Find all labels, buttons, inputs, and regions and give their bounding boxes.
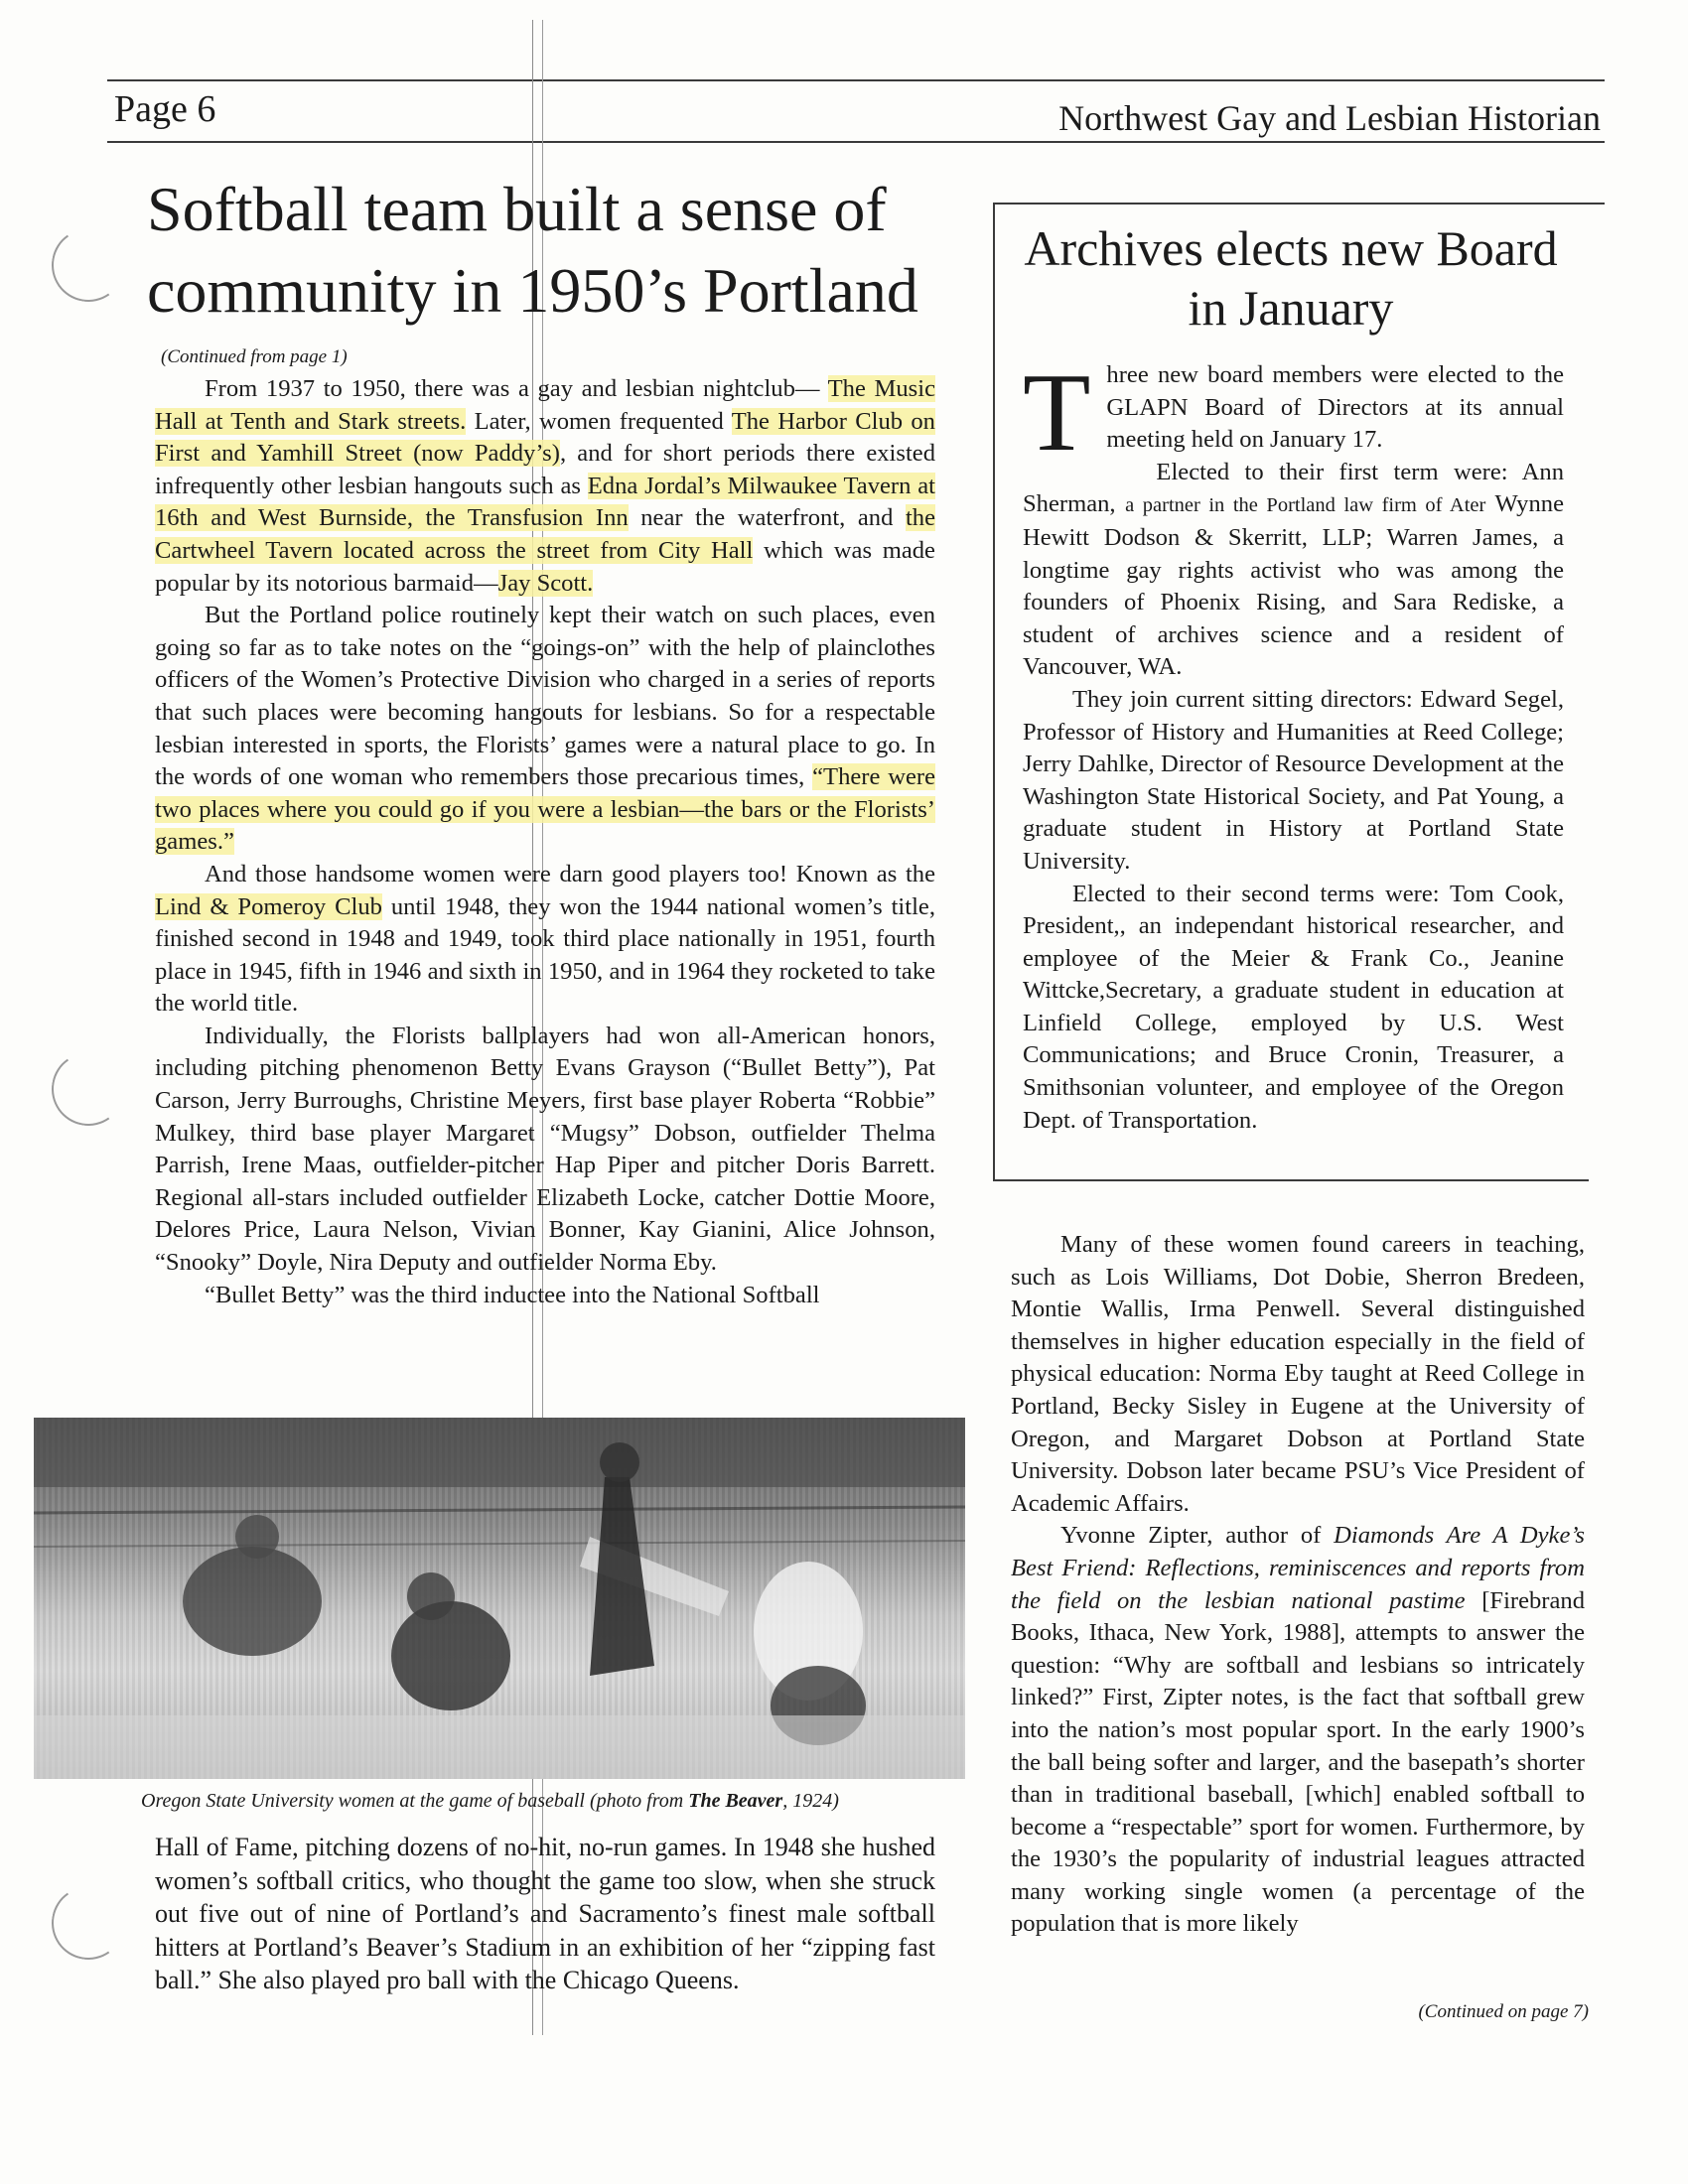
drop-cap: T (1023, 351, 1091, 475)
softball-paragraph-3: And those handsome women were darn good players too! Known as the Lind & Pomeroy Club until 1948, they won the 1944 national women’s title, finished second in 1948 and 1949, took third place nationally in 1951, fourth place in 1945, fifth in 1946 and sixth in 1950, and in 1964 they rocketed to take the world title. (155, 860, 935, 1018)
binder-hole-middle (46, 1046, 131, 1132)
softball-paragraph-4: Individually, the Florists ballplayers had won all-American honors, including pitching phenomenon Betty Evans Grayson (“Bullet Betty”), Pat Carson, Jerry Burroughs, Christine Meyers, first base player Roberta “Robbie” Mulkey, third base player Margaret “Mugsy” Dobson, outfielder Thelma Parrish, Irene Maas, outfielder-pitcher Hap Piper and pitcher Doris Barrett. Regional all-stars included outfielder Elizabeth Locke, catcher Dottie Moore, Delores Price, Laura Nelson, Vivian Bonner, Kay Gianini, Alice Johnson, “Snooky” Doyle, Nira Deputy and outfielder Norma Eby. (155, 1022, 935, 1277)
careers-paragraph: Many of these women found careers in teaching, such as Lois Williams, Dot Dobie, Sherron Bredeen, Montie Wallis, Irma Penwell. Several distinguished themselves in higher education especially in the field of physical education: Norma Eby taught at Reed College in Portland, Becky Sisley in Eugene at the University of Oregon, and Margaret Dobson at Portland State University. Dobson later became PSU’s Vice President of Academic Affairs. (1011, 1231, 1585, 1517)
box-bottom-border (993, 1179, 1589, 1181)
board-paragraph-1: Three new board members were elected to the GLAPN Board of Directors at its annual meeting held on January 17. (1023, 351, 1564, 475)
header-bottom-rule (107, 141, 1605, 143)
zipter-paragraph: Yvonne Zipter, author of Diamonds Are A Dyke’s Best Friend: Reflections, reminiscences and reports from the field on the lesbian national pastime [Firebrand Books, Ithaca, New York, 1988], attempts to answer the question: “Why are softball and lesbians so intricately linked?” First, Zipter notes, is the fact that softball grew into the nation’s most popular sport. In the early 1900’s the ball being softer and larger, and the basepath’s shorter than in traditional baseball, [which] enabled softball to become a “respectable” sport for women. Furthermore, by the 1930’s the popularity of industrial leagues attracted many working single women (a percentage of the population that is more likely (1011, 1522, 1586, 1938)
continued-from-note: (Continued from page 1) (161, 346, 348, 367)
binder-hole-top (46, 222, 131, 308)
softball-paragraph-5: “Bullet Betty” was the third inductee into the National Softball (205, 1281, 820, 1308)
softball-paragraph-6: Hall of Fame, pitching dozens of no-hit, no-run games. In 1948 she hushed women’s softball critics, who thought the game too slow, when she struck out five out of nine of Portland’s and Sacramento’s finest male softball hitters at Portland’s Beaver’s Stadium in an exhibition of her “zipping fast ball.” She also played pro ball with the Chicago Queens. (155, 1833, 935, 1994)
board-article-body (1023, 351, 1564, 1137)
page-number: Page 6 (114, 88, 216, 130)
softball-photo (34, 1418, 965, 1779)
softball-headline: Softball team built a sense of community in 1950’s Portland (147, 174, 918, 326)
board-paragraph-3: They join current sitting directors: Edward Segel, Professor of History and Humanities at Reed College; Jerry Dahlke, Director of Resource Development at the Washington State Historical Society, and Pat Young, a graduate student in History at Portland State University. (1023, 685, 1564, 875)
box-left-border (993, 203, 995, 1181)
masthead: Northwest Gay and Lesbian Historian (1058, 98, 1601, 138)
box-top-border (993, 203, 1605, 205)
softball-paragraph-1: From 1937 to 1950, there was a gay and lesbian nightclub— The Music Hall at Tenth and Stark streets. Later, women frequented The Harbor Club on First and Yamhill Street (now Paddy’s), and for short periods there existed infrequently other lesbian hangouts such as Edna Jordal’s Milwaukee Tavern at 16th and West Burnside, the Transfusion Inn near the waterfront, and the Cartwheel Tavern located across the street from City Hall which was made popular by its notorious barmaid—Jay Scott. (155, 375, 935, 597)
binder-hole-bottom (46, 1880, 131, 1966)
header-top-rule (107, 79, 1605, 81)
softball-article-right-column (1011, 1229, 1585, 1941)
photo-caption: Oregon State University women at the game of baseball (photo from The Beaver, 1924) (141, 1790, 839, 1812)
board-paragraph-2: Elected to their first term were: Ann Sherman, a partner in the Portland law firm of Ater Wynne Hewitt Dodson & Skerritt, LLP; Warren James, a longtime gay rights activist who was among the founders of Phoenix Rising, and Sara Rediske, a student of archives science and a resident of Vancouver, WA. (1023, 458, 1564, 681)
continued-on-note: (Continued on page 7) (1418, 2001, 1589, 2022)
softball-paragraph-2: But the Portland police routinely kept their watch on such places, even going so far as to take notes on the “goings-on” with the help of plainclothes officers of the Women’s Protective Division who charged in a series of reports that such places were becoming hangouts for lesbians. So for a respectable lesbian interested in sports, the Florists’ games were a natural place to go. In the words of one woman who remembers those precarious times, “There were two places where you could go if you were a lesbian—the bars or the Florists’ games.” (155, 602, 935, 856)
photo-illustration (34, 1418, 965, 1779)
softball-article-continuation (155, 1831, 935, 1997)
board-paragraph-4: Elected to their second terms were: Tom Cook, President,, an independant historical researcher, and employee of the Meier & Frank Co., Jeanine Wittcke,Secretary, a graduate student in education at Linfield College, employed by U.S. West Communications; and Bruce Cronin, Treasurer, a Smithsonian volunteer, and employee of the Oregon Dept. of Transportation. (1023, 880, 1564, 1134)
softball-article-body (155, 343, 935, 1311)
book-title: Diamonds Are A Dyke’s Best Friend: Reflections, reminiscences and reports from the field on the lesbian national pastime (1011, 1522, 1585, 1614)
board-article-title: Archives elects new Board in January (1024, 220, 1558, 336)
